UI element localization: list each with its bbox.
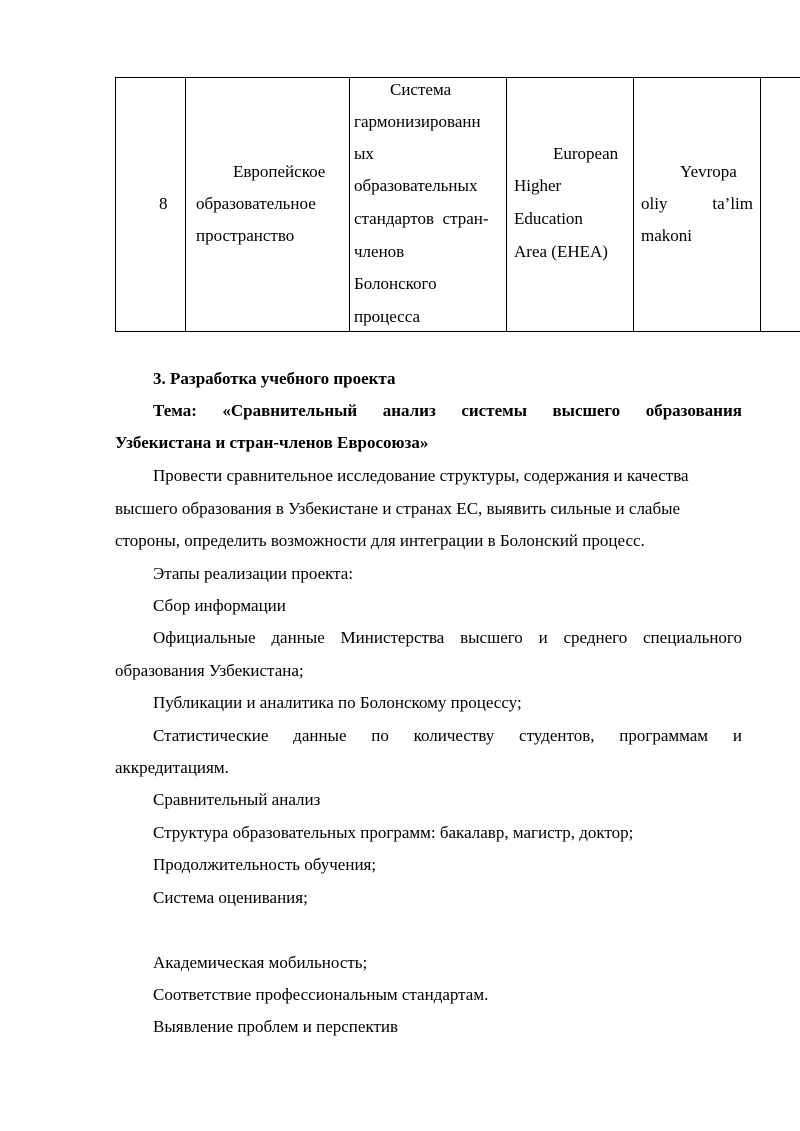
official-line-1 <box>153 629 742 646</box>
term-line: Европейское <box>233 162 326 181</box>
stats-line-2: аккредитациям. <box>115 758 229 777</box>
topic-word: системы <box>461 401 527 420</box>
uzbek-word: oliy <box>641 194 668 213</box>
table-cell-number <box>115 77 185 332</box>
term-line: пространство <box>196 226 295 245</box>
uzbek-word: ta’lim <box>712 194 753 213</box>
publications-line: Публикации и аналитика по Болонскому процессу; <box>153 693 522 712</box>
table-cell-uzbek <box>633 77 760 332</box>
definition-line: гармонизированн <box>354 112 481 131</box>
definition-line: процесса <box>354 307 421 326</box>
mobility-line: Академическая мобильность; <box>153 953 368 972</box>
topic-word: образования <box>645 401 742 420</box>
goal-line-1: Провести сравнительное исследование структуры, содержания и качества <box>153 466 689 485</box>
official-word: Министерства <box>340 628 445 647</box>
stats-word: по <box>371 726 389 745</box>
english-line: European <box>553 144 619 163</box>
definition-line: Болонского <box>354 274 437 293</box>
topic-word: высшего <box>552 401 621 420</box>
topic-word: «Сравнительный <box>222 401 358 420</box>
stats-word: программам <box>619 726 709 745</box>
stats-word: и <box>732 726 742 745</box>
english-line: Education <box>514 209 583 228</box>
duration-line: Продолжительность обучения; <box>153 855 377 874</box>
comparative-title: Сравнительный анализ <box>153 790 321 809</box>
topic-line-2: Узбекистана и стран-членов Евросоюза» <box>115 433 429 452</box>
official-word: высшего <box>460 628 523 647</box>
official-word: специального <box>643 628 742 647</box>
definition-line: образовательных <box>354 176 478 195</box>
terms-table <box>115 77 800 333</box>
grading-line: Система оценивания; <box>153 888 308 907</box>
table-cell-term-ru <box>185 77 349 332</box>
problems-line: Выявление проблем и перспектив <box>153 1017 399 1036</box>
table-cell-definition <box>349 77 506 332</box>
structure-line: Структура образовательных программ: бакалавр, магистр, доктор; <box>153 823 634 842</box>
official-word: и <box>538 628 548 647</box>
english-line: Higher <box>514 176 562 195</box>
definition-line: ых <box>354 144 374 163</box>
uzbek-line: makoni <box>641 226 692 245</box>
table-cell-english <box>506 77 633 332</box>
term-line: образовательное <box>196 194 316 213</box>
stats-word: студентов, <box>519 726 595 745</box>
stages-title: Этапы реализации проекта: <box>153 564 354 583</box>
stats-word: количеству <box>413 726 495 745</box>
official-word: среднего <box>563 628 628 647</box>
definition-line: стандартов стран- <box>354 209 489 228</box>
table-cell-extra <box>760 77 800 332</box>
goal-line-2: высшего образования в Узбекистане и странах ЕС, выявить сильные и слабые <box>115 499 681 518</box>
official-word: данные <box>271 628 325 647</box>
topic-line-1 <box>153 402 742 419</box>
definition-line: членов <box>354 242 405 261</box>
goal-line-3: стороны, определить возможности для интеграции в Болонский процесс. <box>115 531 645 550</box>
uzbek-line: Yevropa <box>680 162 737 181</box>
stats-word: данные <box>293 726 347 745</box>
collect-title: Сбор информации <box>153 596 286 615</box>
standards-line: Соответствие профессиональным стандартам. <box>153 985 489 1004</box>
stats-line-1 <box>153 727 742 744</box>
stats-word: Статистические <box>153 726 269 745</box>
official-word: Официальные <box>153 628 256 647</box>
section-heading: 3. Разработка учебного проекта <box>153 369 396 388</box>
uzbek-line-justified <box>641 195 753 212</box>
english-line: Area (EHEA) <box>514 242 608 261</box>
row-number: 8 <box>159 194 168 213</box>
definition-line: Система <box>390 80 452 99</box>
topic-word: анализ <box>382 401 436 420</box>
official-line-2: образования Узбекистана; <box>115 661 304 680</box>
topic-word: Тема: <box>153 401 197 420</box>
